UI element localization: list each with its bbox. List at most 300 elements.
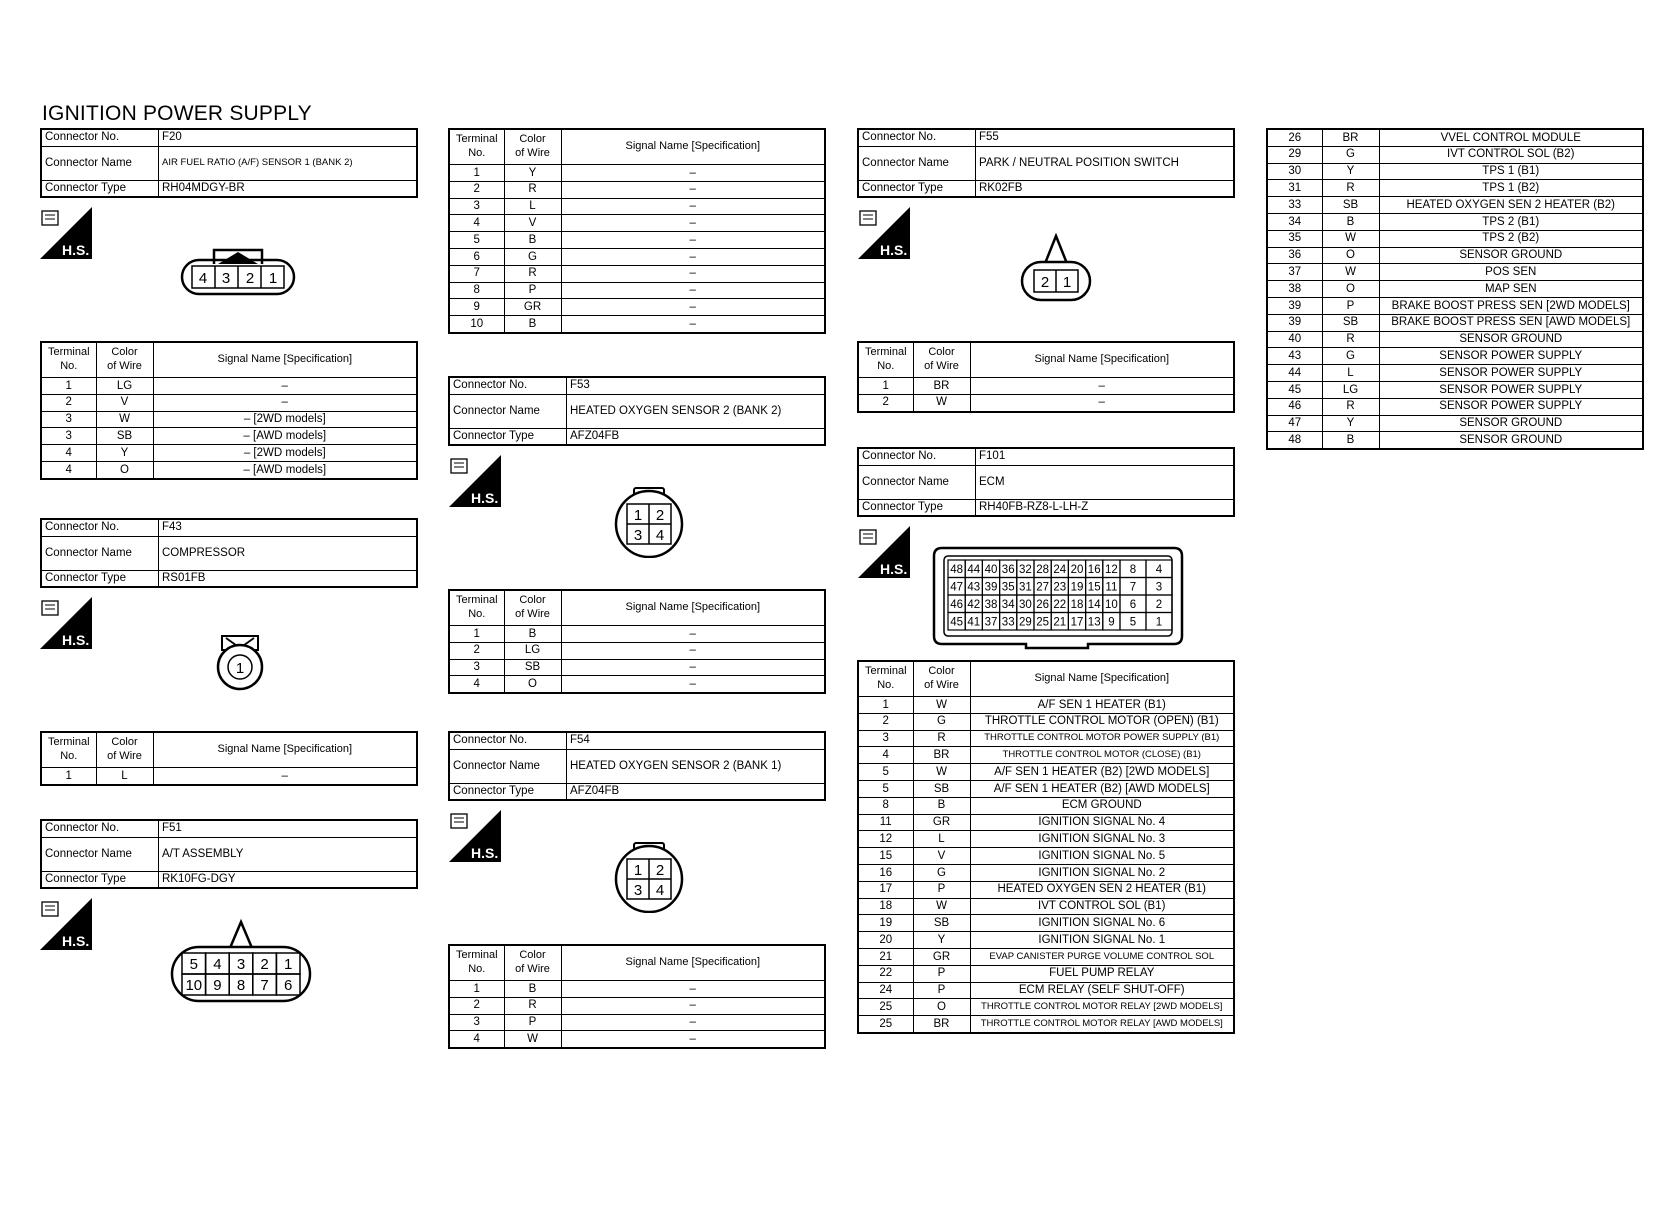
terminal-table-f51 xyxy=(448,128,826,334)
table-row xyxy=(1267,180,1643,197)
label-connector-no: Connector No. xyxy=(449,377,567,394)
label-connector-type: Connector Type xyxy=(449,428,567,445)
header-color: Color of Wire xyxy=(96,732,153,768)
wire-color-cell: Y xyxy=(913,932,970,949)
pin-label: 41 xyxy=(967,616,981,629)
signal-name-cell: MAP SEN xyxy=(1379,281,1643,298)
table-row xyxy=(1267,297,1643,314)
harness-side-icon xyxy=(40,597,92,649)
terminal-cell: 4 xyxy=(449,1031,504,1048)
terminal-cell: 3 xyxy=(449,1014,504,1031)
signal-name-cell: TPS 1 (B1) xyxy=(1379,163,1643,180)
pin-label: 12 xyxy=(1105,564,1118,576)
wire-color-cell: R xyxy=(1322,398,1379,415)
signal-name-cell: FUEL PUMP RELAY xyxy=(970,965,1234,982)
pin-4: 4 xyxy=(655,527,665,544)
pin-3: 3 xyxy=(221,270,231,287)
pin-2: 2 xyxy=(245,270,255,287)
signal-name-cell: – xyxy=(561,1031,825,1048)
pin-label: 38 xyxy=(984,599,998,611)
table-row xyxy=(858,378,1234,395)
signal-name-cell: SENSOR POWER SUPPLY xyxy=(1379,381,1643,398)
pin-label: 10 xyxy=(185,977,203,994)
pin-label: 6 xyxy=(284,977,293,994)
terminal-cell: 3 xyxy=(858,730,913,747)
terminal-table-f101 xyxy=(857,660,1235,1034)
pin-label: 9 xyxy=(1108,616,1115,629)
wire-color-cell: V xyxy=(96,394,153,411)
pin-label: 5 xyxy=(189,956,198,973)
wire-color-cell: W xyxy=(96,411,153,428)
label-connector-name: Connector Name xyxy=(449,749,567,783)
table-row xyxy=(858,747,1234,764)
wire-color-cell: SB xyxy=(504,659,561,676)
header-color: Color of Wire xyxy=(96,342,153,378)
terminal-cell: 1 xyxy=(449,165,504,182)
table-row xyxy=(449,181,825,198)
wire-color-cell: V xyxy=(913,848,970,865)
signal-name-cell: – xyxy=(153,768,417,785)
terminal-cell: 7 xyxy=(449,265,504,282)
terminal-cell: 34 xyxy=(1267,213,1322,230)
wire-color-cell: O xyxy=(913,999,970,1016)
table-row xyxy=(858,764,1234,781)
signal-name-cell: SENSOR GROUND xyxy=(1379,432,1643,449)
wire-color-cell: G xyxy=(1322,146,1379,163)
signal-name-cell: – [AWD models] xyxy=(153,428,417,445)
table-row xyxy=(858,881,1234,898)
wire-color-cell: W xyxy=(1322,264,1379,281)
label-connector-name: Connector Name xyxy=(858,465,976,499)
table-row xyxy=(858,814,1234,831)
table-row xyxy=(1267,415,1643,432)
pin-4: 4 xyxy=(198,270,208,287)
table-row xyxy=(1267,264,1643,281)
pin-3: 3 xyxy=(633,527,643,544)
terminal-cell: 11 xyxy=(858,814,913,831)
terminal-cell: 8 xyxy=(858,797,913,814)
table-row xyxy=(858,697,1234,714)
header-terminal: Terminal No. xyxy=(449,129,504,165)
table-row xyxy=(449,659,825,676)
table-row xyxy=(1267,230,1643,247)
wire-color-cell: B xyxy=(504,626,561,643)
signal-name-cell: IVT CONTROL SOL (B1) xyxy=(970,898,1234,915)
table-row xyxy=(449,997,825,1014)
terminal-cell: 47 xyxy=(1267,415,1322,432)
table-row xyxy=(858,797,1234,814)
wire-color-cell: G xyxy=(913,864,970,881)
header-signal: Signal Name [Specification] xyxy=(970,661,1234,697)
signal-name-cell: – xyxy=(561,981,825,998)
signal-name-cell: A/F SEN 1 HEATER (B2) [2WD MODELS] xyxy=(970,764,1234,781)
table-row xyxy=(1267,146,1643,163)
pin-label: 3 xyxy=(236,956,246,973)
table-row xyxy=(1267,365,1643,382)
wire-color-cell: BR xyxy=(913,378,970,395)
header-color: Color of Wire xyxy=(913,342,970,378)
table-row xyxy=(449,1014,825,1031)
wire-color-cell: GR xyxy=(913,814,970,831)
signal-name-cell: THROTTLE CONTROL MOTOR RELAY [AWD MODELS] xyxy=(970,1016,1234,1033)
pin-1: 1 xyxy=(1062,274,1072,291)
pin-label: 23 xyxy=(1053,581,1067,594)
hs-label: H.S. xyxy=(62,242,90,258)
wire-color-cell: B xyxy=(504,981,561,998)
page-title: IGNITION POWER SUPPLY xyxy=(42,102,312,125)
table-row xyxy=(449,299,825,316)
wire-color-cell: R xyxy=(504,265,561,282)
harness-side-icon xyxy=(449,455,501,507)
wire-color-cell: P xyxy=(1322,297,1379,314)
pin-label: 29 xyxy=(1019,616,1032,629)
terminal-cell: 20 xyxy=(858,932,913,949)
signal-name-cell: – [AWD models] xyxy=(153,461,417,478)
connector-type: AFZ04FB xyxy=(567,428,826,445)
wire-color-cell: W xyxy=(913,697,970,714)
wire-color-cell: LG xyxy=(504,642,561,659)
terminal-table-f53 xyxy=(448,589,826,694)
table-row xyxy=(41,378,417,395)
table-row xyxy=(1267,398,1643,415)
terminal-cell: 24 xyxy=(858,982,913,999)
terminal-cell: 3 xyxy=(449,659,504,676)
table-row xyxy=(449,1031,825,1048)
wire-color-cell: L xyxy=(96,768,153,785)
connector-no: F51 xyxy=(159,820,418,837)
terminal-cell: 45 xyxy=(1267,381,1322,398)
label-connector-name: Connector Name xyxy=(41,146,159,180)
table-row xyxy=(449,981,825,998)
header-color: Color of Wire xyxy=(504,590,561,626)
label-connector-no: Connector No. xyxy=(858,448,976,465)
column-1 xyxy=(40,128,418,198)
connector-no: F20 xyxy=(159,129,418,146)
label-connector-name: Connector Name xyxy=(41,837,159,871)
terminal-cell: 44 xyxy=(1267,365,1322,382)
connector-info-f43 xyxy=(40,518,418,588)
label-connector-type: Connector Type xyxy=(41,570,159,587)
connector-no: F43 xyxy=(159,519,418,536)
table-row xyxy=(858,713,1234,730)
signal-name-cell: SENSOR GROUND xyxy=(1379,331,1643,348)
terminal-cell: 10 xyxy=(449,316,504,333)
terminal-cell: 12 xyxy=(858,831,913,848)
terminal-cell: 29 xyxy=(1267,146,1322,163)
wire-color-cell: W xyxy=(1322,230,1379,247)
svg-text:H.S.: H.S. xyxy=(880,242,908,258)
pin-1: 1 xyxy=(633,862,643,879)
wire-color-cell: B xyxy=(1322,213,1379,230)
connector-name: ECM xyxy=(976,465,1235,499)
header-terminal: Terminal No. xyxy=(41,732,96,768)
terminal-cell: 2 xyxy=(858,713,913,730)
signal-name-cell: ECM RELAY (SELF SHUT-OFF) xyxy=(970,982,1234,999)
signal-name-cell: – xyxy=(561,642,825,659)
table-row xyxy=(858,1016,1234,1033)
wire-color-cell: R xyxy=(1322,331,1379,348)
terminal-cell: 1 xyxy=(41,768,96,785)
connector-f54-face xyxy=(612,841,686,913)
table-row xyxy=(858,898,1234,915)
terminal-cell: 22 xyxy=(858,965,913,982)
wire-color-cell: B xyxy=(913,797,970,814)
signal-name-cell: – [2WD models] xyxy=(153,445,417,462)
connector-type: RH04MDGY-BR xyxy=(159,180,418,197)
connector-no: F101 xyxy=(976,448,1235,465)
wire-color-cell: L xyxy=(913,831,970,848)
pin-label: 22 xyxy=(1053,599,1067,611)
signal-name-cell: – [2WD models] xyxy=(153,411,417,428)
harness-side-icon xyxy=(858,526,910,578)
pin-label: 26 xyxy=(1036,599,1049,611)
wire-color-cell: Y xyxy=(96,445,153,462)
signal-name-cell: HEATED OXYGEN SEN 2 HEATER (B1) xyxy=(970,881,1234,898)
pin-label: 44 xyxy=(967,564,981,576)
terminal-cell: 35 xyxy=(1267,230,1322,247)
label-connector-no: Connector No. xyxy=(41,519,159,536)
terminal-cell: 26 xyxy=(1267,129,1322,146)
terminal-cell: 48 xyxy=(1267,432,1322,449)
pin-label: 47 xyxy=(950,581,963,594)
terminal-cell: 2 xyxy=(449,642,504,659)
connector-name: A/T ASSEMBLY xyxy=(159,837,418,871)
label-connector-type: Connector Type xyxy=(449,783,567,800)
header-signal: Signal Name [Specification] xyxy=(153,732,417,768)
terminal-cell: 3 xyxy=(449,198,504,215)
wire-color-cell: L xyxy=(1322,365,1379,382)
terminal-cell: 17 xyxy=(858,881,913,898)
terminal-cell: 1 xyxy=(41,378,96,395)
terminal-cell: 4 xyxy=(858,747,913,764)
pin-label: 36 xyxy=(1001,564,1015,576)
terminal-cell: 18 xyxy=(858,898,913,915)
table-row xyxy=(858,394,1234,411)
signal-name-cell: SENSOR POWER SUPPLY xyxy=(1379,398,1643,415)
harness-side-icon xyxy=(40,898,92,950)
terminal-cell: 33 xyxy=(1267,197,1322,214)
table-row xyxy=(449,165,825,182)
table-row xyxy=(41,445,417,462)
connector-type: RS01FB xyxy=(159,570,418,587)
terminal-table-f55 xyxy=(857,341,1235,413)
pin-label: 13 xyxy=(1087,616,1101,629)
table-row xyxy=(41,768,417,785)
wire-color-cell: R xyxy=(913,730,970,747)
connector-type: AFZ04FB xyxy=(567,783,826,800)
connector-no: F54 xyxy=(567,732,826,749)
header-color: Color of Wire xyxy=(504,945,561,981)
signal-name-cell: TPS 1 (B2) xyxy=(1379,180,1643,197)
signal-name-cell: A/F SEN 1 HEATER (B2) [AWD MODELS] xyxy=(970,780,1234,797)
terminal-cell: 6 xyxy=(449,248,504,265)
table-row xyxy=(449,232,825,249)
table-row xyxy=(1267,281,1643,298)
label-connector-type: Connector Type xyxy=(858,180,976,197)
terminal-cell: 2 xyxy=(449,181,504,198)
svg-text:H.S.: H.S. xyxy=(471,490,499,506)
header-signal: Signal Name [Specification] xyxy=(153,342,417,378)
svg-text:H.S.: H.S. xyxy=(880,561,908,577)
connector-info-f51 xyxy=(40,819,418,889)
signal-name-cell: THROTTLE CONTROL MOTOR RELAY [2WD MODELS] xyxy=(970,999,1234,1016)
wire-color-cell: V xyxy=(504,215,561,232)
signal-name-cell: IGNITION SIGNAL No. 2 xyxy=(970,864,1234,881)
header-terminal: Terminal No. xyxy=(449,590,504,626)
connector-f20-face xyxy=(178,242,300,300)
pin-label: 1 xyxy=(284,956,293,973)
signal-name-cell: EVAP CANISTER PURGE VOLUME CONTROL SOL xyxy=(970,948,1234,965)
table-row xyxy=(858,848,1234,865)
pin-label: 2 xyxy=(260,956,269,973)
terminal-cell: 38 xyxy=(1267,281,1322,298)
terminal-cell: 39 xyxy=(1267,297,1322,314)
pin-label: 10 xyxy=(1105,599,1118,611)
signal-name-cell: – xyxy=(561,1014,825,1031)
pin-label: 6 xyxy=(1129,599,1137,611)
table-row xyxy=(858,730,1234,747)
wire-color-cell: SB xyxy=(913,780,970,797)
signal-name-cell: – xyxy=(153,378,417,395)
signal-name-cell: THROTTLE CONTROL MOTOR (CLOSE) (B1) xyxy=(970,747,1234,764)
table-row xyxy=(858,864,1234,881)
signal-name-cell: – xyxy=(561,248,825,265)
wire-color-cell: P xyxy=(504,282,561,299)
pin-label: 31 xyxy=(1019,581,1032,594)
signal-name-cell: A/F SEN 1 HEATER (B1) xyxy=(970,697,1234,714)
label-connector-name: Connector Name xyxy=(858,146,976,180)
connector-info-f54 xyxy=(448,731,826,801)
label-connector-type: Connector Type xyxy=(41,871,159,888)
terminal-cell: 4 xyxy=(449,676,504,693)
wire-color-cell: O xyxy=(1322,281,1379,298)
header-terminal: Terminal No. xyxy=(858,661,913,697)
svg-text:H.S.: H.S. xyxy=(62,933,90,949)
wire-color-cell: W xyxy=(504,1031,561,1048)
table-row xyxy=(449,198,825,215)
table-row xyxy=(858,932,1234,949)
signal-name-cell: SENSOR POWER SUPPLY xyxy=(1379,365,1643,382)
table-row xyxy=(449,248,825,265)
signal-name-cell: – xyxy=(561,676,825,693)
pin-label: 40 xyxy=(984,564,998,576)
terminal-cell: 8 xyxy=(449,282,504,299)
pin-2: 2 xyxy=(655,862,665,879)
signal-name-cell: – xyxy=(561,265,825,282)
signal-name-cell: VVEL CONTROL MODULE xyxy=(1379,129,1643,146)
pin-label: 37 xyxy=(984,616,998,629)
wire-color-cell: G xyxy=(913,713,970,730)
terminal-cell: 5 xyxy=(858,764,913,781)
label-connector-no: Connector No. xyxy=(449,732,567,749)
table-row xyxy=(41,411,417,428)
pin-label: 11 xyxy=(1105,581,1118,594)
terminal-cell: 2 xyxy=(449,997,504,1014)
connector-name: HEATED OXYGEN SENSOR 2 (BANK 2) xyxy=(567,394,826,428)
table-row xyxy=(1267,247,1643,264)
pin-4: 4 xyxy=(655,882,665,899)
wire-color-cell: P xyxy=(913,965,970,982)
pin-label: 28 xyxy=(1036,564,1049,576)
wire-color-cell: R xyxy=(504,181,561,198)
header-terminal: Terminal No. xyxy=(41,342,96,378)
pin-label: 43 xyxy=(967,581,981,594)
pin-label: 25 xyxy=(1036,616,1049,629)
terminal-table-f43 xyxy=(40,731,418,786)
pin-2: 2 xyxy=(1040,274,1050,291)
wire-color-cell: Y xyxy=(1322,415,1379,432)
table-row xyxy=(1267,432,1643,449)
connector-no: F53 xyxy=(567,377,826,394)
wire-color-cell: O xyxy=(504,676,561,693)
terminal-cell: 4 xyxy=(41,445,96,462)
wire-color-cell: P xyxy=(913,881,970,898)
table-row xyxy=(1267,331,1643,348)
terminal-table-f54 xyxy=(448,944,826,1049)
signal-name-cell: SENSOR POWER SUPPLY xyxy=(1379,348,1643,365)
signal-name-cell: SENSOR GROUND xyxy=(1379,247,1643,264)
signal-name-cell: – xyxy=(561,316,825,333)
wire-color-cell: SB xyxy=(96,428,153,445)
table-row xyxy=(858,831,1234,848)
wire-color-cell: SB xyxy=(1322,314,1379,331)
table-row xyxy=(1267,197,1643,214)
connector-info-f20 xyxy=(40,128,418,198)
table-row xyxy=(449,316,825,333)
terminal-cell: 19 xyxy=(858,915,913,932)
table-row xyxy=(449,676,825,693)
pin-label: 19 xyxy=(1070,581,1084,594)
terminal-cell: 16 xyxy=(858,864,913,881)
pin-label: 8 xyxy=(236,977,246,994)
label-connector-name: Connector Name xyxy=(449,394,567,428)
signal-name-cell: THROTTLE CONTROL MOTOR (OPEN) (B1) xyxy=(970,713,1234,730)
terminal-cell: 37 xyxy=(1267,264,1322,281)
pin-label: 7 xyxy=(1129,581,1137,594)
pin-label: 45 xyxy=(950,616,963,629)
connector-name: AIR FUEL RATIO (A/F) SENSOR 1 (BANK 2) xyxy=(159,146,418,180)
connector-type: RK02FB xyxy=(976,180,1235,197)
terminal-cell: 21 xyxy=(858,948,913,965)
wire-color-cell: W xyxy=(913,394,970,411)
header-terminal: Terminal No. xyxy=(449,945,504,981)
signal-name-cell: HEATED OXYGEN SEN 2 HEATER (B2) xyxy=(1379,197,1643,214)
signal-name-cell: – xyxy=(561,165,825,182)
wire-color-cell: L xyxy=(504,198,561,215)
pin-label: 1 xyxy=(1155,616,1163,629)
terminal-cell: 36 xyxy=(1267,247,1322,264)
connector-f51-face xyxy=(168,914,314,1004)
pin-label: 2 xyxy=(1155,599,1163,611)
wire-color-cell: Y xyxy=(504,165,561,182)
signal-name-cell: BRAKE BOOST PRESS SEN [AWD MODELS] xyxy=(1379,314,1643,331)
wire-color-cell: LG xyxy=(96,378,153,395)
signal-name-cell: – xyxy=(561,299,825,316)
pin-label: 4 xyxy=(213,956,222,973)
wire-color-cell: B xyxy=(504,316,561,333)
wire-color-cell: B xyxy=(504,232,561,249)
connector-info-f101 xyxy=(857,447,1235,517)
svg-text:H.S.: H.S. xyxy=(471,845,499,861)
label-connector-name: Connector Name xyxy=(41,536,159,570)
terminal-cell: 4 xyxy=(41,461,96,478)
pin-label: 5 xyxy=(1129,616,1137,629)
harness-side-icon xyxy=(40,207,92,259)
terminal-table-f20 xyxy=(40,341,418,480)
connector-type: RK10FG-DGY xyxy=(159,871,418,888)
table-row xyxy=(449,215,825,232)
signal-name-cell: – xyxy=(561,181,825,198)
